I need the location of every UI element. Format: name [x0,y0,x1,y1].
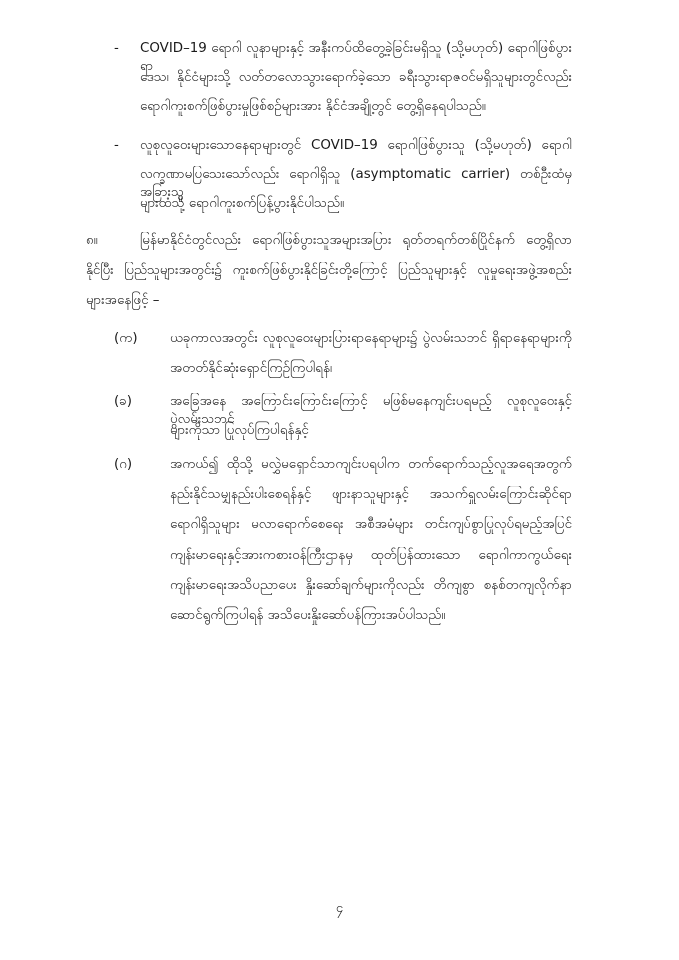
text-line: ရောဂါရှိသူများ မလာရောက်စေရေး အစီအမံများ တင်းကျပ်စွာပြုလုပ်ရမည့်အပြင် [170,517,572,532]
text-line: နည်းနိုင်သမျှနည်းပါးစေရန်နှင့် ဖျားနာသူများနှင့် အသက်ရှူလမ်းကြောင်းဆိုင်ရာ [170,487,572,502]
text-line: လူစုလူဝေးများသောနေရာများတွင် COVID–19 ရောဂါဖြစ်ပွားသူ (သို့မဟုတ်) ရောဂါ [140,138,572,153]
text-line: နိုင်ပြီး ပြည်သူများအတွင်း၌ ကူးစက်ဖြစ်ပွားနိုင်ခြင်းတို့ကြောင့် ပြည်သူများနှင့် လူမှုရေးအဖွဲ့အစည်း [86,263,572,278]
text-line: အတတ်နိုင်ဆုံးရှောင်ကြဉ်ကြပါရန်၊ [170,361,333,376]
paragraph-number: ၈။ [86,233,98,248]
text-line: COVID–19 ရောဂါ လူနာများနှင့် အနီးကပ်ထိတွေ့ခဲ့ခြင်းမရှိသူ (သို့မဟုတ်) ရောဂါဖြစ်ပွားရာ [140,41,572,74]
text-line: ကျန်းမာရေးနှင့်အားကစားဝန်ကြီးဌာနမှ ထုတ်ပြန်ထားသော ရောဂါကာကွယ်ရေး [170,548,572,563]
text-line: မြန်မာနိုင်ငံတွင်လည်း ရောဂါဖြစ်ပွားသူအများအပြား ရုတ်တရက်တစ်ပြိုင်နက် တွေ့ရှိလာ [140,233,572,248]
text-line: များထံသို့ ရောဂါကူးစက်ပြန့်ပွားနိုင်ပါသည်။ [140,196,344,211]
text-line: လက္ခဏာမပြသေးသော်လည်း ရောဂါရှိသူ (asymptomatic carrier) တစ်ဦးထံမှ အခြားသူ [140,167,572,200]
sub-item-label: (က) [114,331,138,346]
sub-item-label: (ဂ) [114,457,133,472]
text-line: များကိုသာ ပြုလုပ်ကြပါရန်နှင့် [170,423,309,438]
text-line: ရောဂါကူးစက်ဖြစ်ပွားမှုဖြစ်စဉ်များအား နိုင်ငံအချို့တွင် တွေ့ရှိနေရပါသည်။ [140,99,486,114]
text-line: ဆောင်ရွက်ကြပါရန် အသိပေးနှိုးဆော်ပန်ကြားအပ်ပါသည်။ [170,608,446,623]
text-line: အခြေအနေ အကြောင်းကြောင်းကြောင့် မဖြစ်မနေကျင်းပရမည့် လူစုလူဝေးနှင့် ပွဲလမ်းသဘင် [170,394,572,427]
bullet-dash: - [114,138,119,153]
text-line: ကျန်းမာရေးအသိပညာပေး နှိုးဆော်ချက်များကိုလည်း တိကျစွာ စနစ်တကျလိုက်နာ [170,578,572,593]
sub-item-label: (ခ) [114,394,132,409]
page-number: ၄ [335,901,344,916]
bullet-dash: - [114,41,119,56]
text-line: ဒေသ၊ နိုင်ငံများသို့ လတ်တလောသွားရောက်ခဲ့သော ခရီးသွားရာဇဝင်မရှိသူများတွင်လည်း [140,70,572,85]
text-line: ယခုကာလအတွင်း လူစုလူဝေးများပြားရာနေရာများ၌ ပွဲလမ်းသဘင် ရှိရာနေရာများကို [170,331,572,346]
text-line: များအနေဖြင့် – [86,293,160,308]
text-line: အကယ်၍ ထိုသို့ မလွှဲမရှောင်သာကျင်းပရပါက တက်ရောက်သည့်လူအရေအတွက် [170,457,572,472]
